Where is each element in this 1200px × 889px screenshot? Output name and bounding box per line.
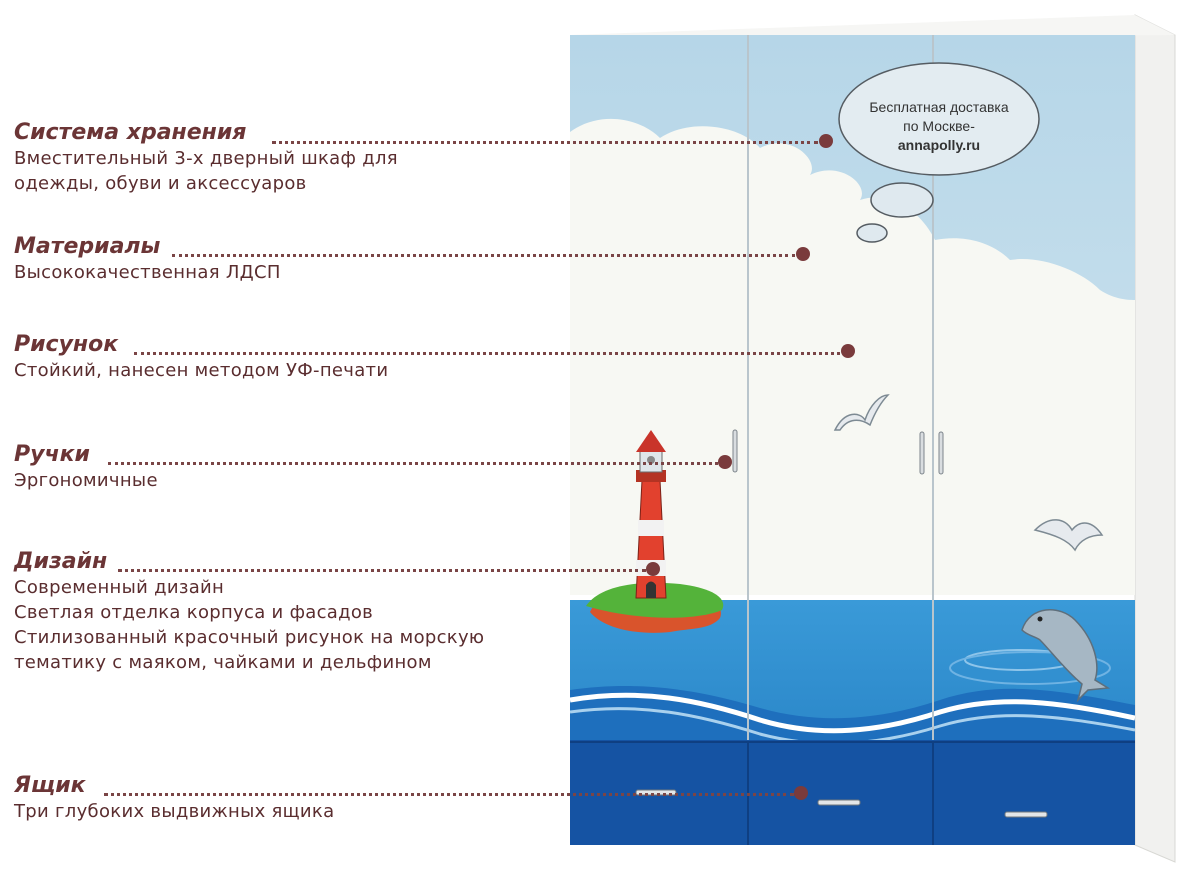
feature-text: Высококачественная ЛДСП	[14, 262, 281, 283]
feature-title: Материалы	[14, 234, 161, 259]
delivery-line-1: Бесплатная доставка	[869, 99, 1009, 115]
marker-dot	[841, 344, 855, 358]
feature-text: Стойкий, нанесен методом УФ-печати	[14, 360, 389, 381]
delivery-note	[845, 98, 1033, 155]
marker-dot	[646, 562, 660, 576]
bubble-tail-large	[871, 183, 933, 217]
feature-title: Ящик	[14, 773, 86, 798]
feature-materials	[14, 234, 281, 285]
feature-text: Светлая отделка корпуса и фасадов	[14, 602, 374, 623]
feature-text: одежды, обуви и аксессуаров	[14, 173, 307, 194]
marker-dot	[796, 247, 810, 261]
leader-line	[172, 254, 795, 257]
leader-line	[108, 462, 718, 465]
door-handle	[920, 432, 924, 474]
feature-title: Дизайн	[14, 549, 108, 574]
feature-text: Современный дизайн	[14, 577, 225, 598]
leader-line	[134, 352, 840, 355]
marker-dot	[718, 455, 732, 469]
leader-line	[104, 793, 794, 796]
feature-print	[14, 332, 388, 383]
feature-design	[14, 549, 484, 675]
feature-title: Рисунок	[14, 332, 119, 357]
feature-storage	[14, 120, 398, 196]
delivery-site: annapolly.ru	[897, 137, 981, 153]
feature-handles	[14, 442, 158, 493]
marker-dot	[794, 786, 808, 800]
feature-title: Ручки	[14, 442, 90, 467]
bubble-tail-small	[857, 224, 887, 242]
feature-text: Стилизованный красочный рисунок на морскую	[14, 627, 485, 648]
drawer-handle	[818, 800, 860, 805]
door-handle	[939, 432, 943, 474]
feature-text: Три глубоких выдвижных ящика	[14, 801, 335, 822]
leader-line	[272, 141, 818, 144]
feature-text: тематику с маяком, чайками и дельфином	[14, 652, 432, 673]
wardrobe-side	[1135, 15, 1175, 862]
feature-drawers	[14, 773, 334, 824]
feature-title: Система хранения	[14, 120, 247, 145]
feature-text: Вместительный 3-х дверный шкаф для	[14, 148, 398, 169]
feature-text: Эргономичные	[14, 470, 158, 491]
door-handle	[733, 430, 737, 472]
marker-dot	[819, 134, 833, 148]
delivery-line-2: по Москве-	[903, 118, 975, 134]
drawer-handle	[1005, 812, 1047, 817]
leader-line	[118, 569, 646, 572]
